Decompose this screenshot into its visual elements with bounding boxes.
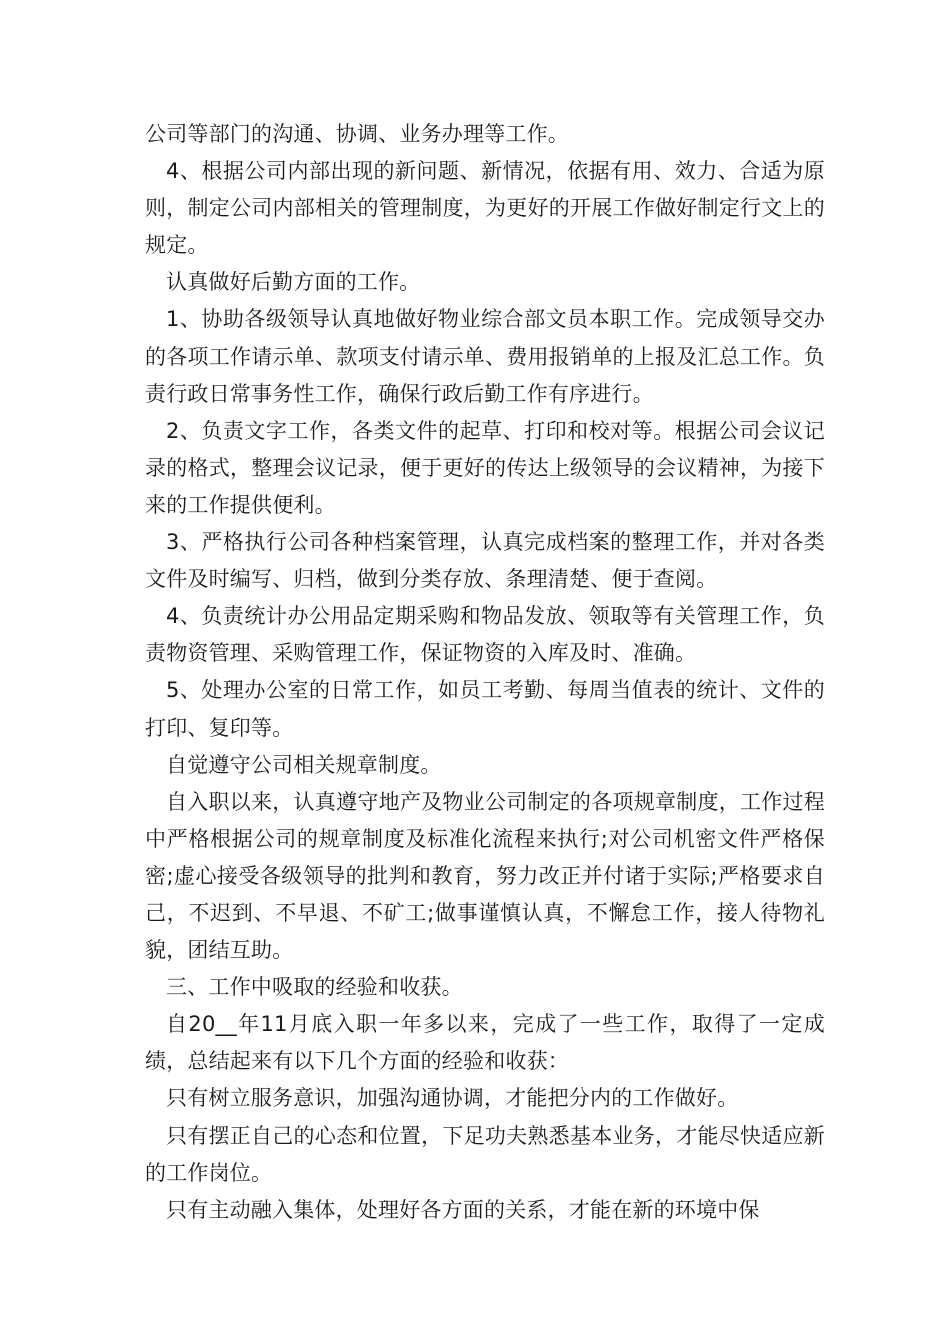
paragraph: 只有树立服务意识，加强沟通协调，才能把分内的工作做好。	[166, 1086, 739, 1111]
paragraph: 自入职以来，认真遵守地产及物业公司制定的各项规章制度，工作过程中严格根据公司的规章制度及标准化流程来执行;对公司机密文件严格保密;虚心接受各级领导的批判和教育，努力改正并付诸于实际;严格要求自己，不迟到、不早退、不矿工;做事谨慎认真，不懈怠工作，接人待物礼貌，团结互助。	[145, 789, 825, 963]
paragraph-continuation: 公司等部门的沟通、协调、业务办理等工作。	[145, 122, 569, 146]
section-heading: 三、工作中吸取的经验和收获。	[166, 975, 463, 1000]
section-heading: 认真做好后勤方面的工作。	[166, 270, 421, 295]
paragraph: 2、负责文字工作，各类文件的起草、打印和校对等。根据公司会议记录的格式，整理会议记录，便于更好的传达上级领导的会议精神，为接下来的工作提供便利。	[145, 418, 825, 517]
paragraph: 5、处理办公室的日常工作，如员工考勤、每周当值表的统计、文件的打印、复印等。	[145, 678, 825, 740]
paragraph: 4、根据公司内部出现的新问题、新情况，依据有用、效力、合适为原则，制定公司内部相关的管理制度，为更好的开展工作做好制定行文上的规定。	[145, 159, 825, 258]
section-heading: 自觉遵守公司相关规章制度。	[166, 752, 442, 777]
document-body	[145, 116, 825, 1229]
paragraph: 3、严格执行公司各种档案管理，认真完成档案的整理工作，并对各类文件及时编写、归档，做到分类存放、条理清楚、便于查阅。	[145, 530, 825, 592]
paragraph: 只有摆正自己的心态和位置，下足功夫熟悉基本业务，才能尽快适应新的工作岗位。	[145, 1123, 825, 1185]
paragraph: 1、协助各级领导认真地做好物业综合部文员本职工作。完成领导交办的各项工作请示单、款项支付请示单、费用报销单的上报及汇总工作。负责行政日常事务性工作，确保行政后勤工作有序进行。	[145, 307, 825, 406]
paragraph: 4、负责统计办公用品定期采购和物品发放、领取等有关管理工作，负责物资管理、采购管理工作，保证物资的入库及时、准确。	[145, 604, 825, 666]
paragraph: 只有主动融入集体，处理好各方面的关系，才能在新的环境中保	[166, 1197, 760, 1222]
paragraph: 自20__年11月底入职一年多以来，完成了一些工作，取得了一定成绩，总结起来有以下几个方面的经验和收获：	[145, 1012, 825, 1074]
